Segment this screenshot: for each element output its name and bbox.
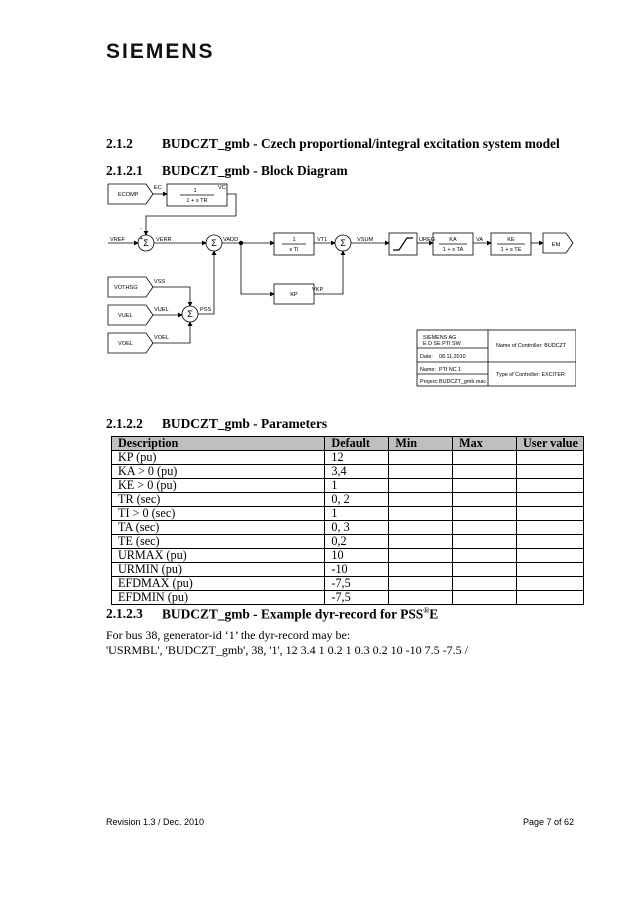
table-row (112, 479, 584, 493)
table-row (112, 591, 584, 605)
table-cell (453, 479, 517, 493)
tb-project: BUDCZT_gmb.mac (439, 379, 487, 385)
table-cell (453, 493, 517, 507)
heading-number: 2.1.2 (106, 136, 133, 151)
table-cell (453, 507, 517, 521)
table-cell (389, 451, 453, 465)
parameters-table (111, 436, 584, 605)
table-cell (389, 465, 453, 479)
section-heading-2-1-2-2 (106, 416, 327, 432)
voel-label: VOEL (154, 335, 169, 341)
vref-label: VREF (110, 237, 125, 243)
ecomp-label: ECOMP (118, 192, 139, 198)
table-row (112, 507, 584, 521)
table-cell: -7,5 (325, 591, 389, 605)
tb-name: PTI NC 1 (439, 367, 462, 373)
table-cell (516, 479, 583, 493)
sigma-verr: Σ (143, 238, 149, 248)
tb-date-label: Date: (420, 354, 433, 360)
plus-sign: + (140, 236, 144, 242)
table-cell (516, 521, 583, 535)
footer-page-number: Page 7 of 62 (523, 817, 575, 827)
table-row (112, 549, 584, 563)
table-cell (389, 507, 453, 521)
table-cell: TE (sec) (112, 535, 325, 549)
col-max: Max (453, 437, 517, 451)
heading-tail: E (429, 606, 439, 622)
table-cell: TA (sec) (112, 521, 325, 535)
table-row (112, 451, 584, 465)
vkp-label: VKP (312, 287, 324, 293)
table-cell: 10 (325, 549, 389, 563)
tb-controller-name: Name of Controller: BUDCZT (496, 343, 567, 349)
section-heading-2-1-2 (106, 136, 560, 152)
table-cell (389, 521, 453, 535)
example-intro: For bus 38, generator-id ‘1’ the dyr-record may be: (106, 628, 351, 642)
table-row (112, 493, 584, 507)
table-cell (516, 591, 583, 605)
table-cell (453, 451, 517, 465)
table-cell (389, 493, 453, 507)
vc-label: VC (218, 185, 226, 191)
table-row (112, 577, 584, 591)
va-label: VA (476, 237, 484, 243)
ta-den: 1 + s TA (442, 247, 464, 253)
minus-sign: - (140, 226, 142, 232)
sigma-vadd: Σ (211, 238, 217, 248)
table-cell (453, 535, 517, 549)
tb-dept: E D SE PTI SW (423, 341, 461, 347)
sigma-vsum: Σ (340, 238, 346, 248)
table-cell (516, 493, 583, 507)
table-cell: URMIN (pu) (112, 563, 325, 577)
tr-den: 1 + s TR (186, 198, 208, 204)
table-cell: 12 (325, 451, 389, 465)
table-cell: 0, 3 (325, 521, 389, 535)
table-row (112, 465, 584, 479)
ti-den: s TI (289, 247, 299, 253)
table-cell (389, 591, 453, 605)
table-cell (389, 549, 453, 563)
table-cell: TI > 0 (sec) (112, 507, 325, 521)
te-num: KE (507, 237, 515, 243)
col-default: Default (325, 437, 389, 451)
heading-text: BUDCZT_gmb - Example dyr-record for PSS (162, 606, 424, 622)
table-cell: 1 (325, 507, 389, 521)
table-cell: KP (pu) (112, 451, 325, 465)
tb-company: SIEMENS AG (423, 335, 457, 341)
table-cell (453, 563, 517, 577)
table-row (112, 563, 584, 577)
tb-controller-type: Type of Controller: EXCITER (496, 372, 565, 378)
table-cell: EFDMAX (pu) (112, 577, 325, 591)
vuel-input-label: VUEL (118, 313, 133, 319)
table-cell: TR (sec) (112, 493, 325, 507)
table-cell (516, 507, 583, 521)
efd-label: Efd (551, 242, 561, 248)
table-cell: 3,4 (325, 465, 389, 479)
col-user-value: User value (516, 437, 583, 451)
sigma-pss: Σ (187, 309, 193, 319)
section-heading-2-1-2-3 (106, 606, 438, 622)
col-min: Min (389, 437, 453, 451)
table-cell: -10 (325, 563, 389, 577)
table-cell: KE > 0 (pu) (112, 479, 325, 493)
heading-number: 2.1.2.1 (106, 163, 143, 178)
registered-mark: ® (423, 606, 430, 615)
verr-label: VERR (156, 237, 172, 243)
table-cell (516, 465, 583, 479)
table-cell: 1 (325, 479, 389, 493)
tr-num: 1 (193, 188, 197, 194)
heading-number: 2.1.2.2 (106, 416, 143, 431)
table-cell (516, 549, 583, 563)
vss-label: VSS (154, 279, 166, 285)
table-cell (389, 577, 453, 591)
table-header-row (112, 437, 584, 451)
table-cell (516, 577, 583, 591)
tb-project-label: Project: (420, 379, 439, 385)
heading-text: BUDCZT_gmb - Block Diagram (162, 163, 348, 178)
table-row (112, 535, 584, 549)
voel-input-label: VOEL (118, 341, 133, 347)
vt1-label: VT1 (317, 237, 328, 243)
table-cell: EFDMIN (pu) (112, 591, 325, 605)
table-cell: 0,2 (325, 535, 389, 549)
table-cell (453, 591, 517, 605)
ureg-label: UREG (419, 237, 436, 243)
heading-number: 2.1.2.3 (106, 606, 143, 622)
tb-name-label: Name: (420, 367, 436, 373)
table-cell (516, 563, 583, 577)
kp-label: KP (290, 292, 298, 298)
table-cell (389, 535, 453, 549)
heading-text: BUDCZT_gmb - Czech proportional/integral excitation system model (162, 136, 560, 151)
table-cell (453, 577, 517, 591)
col-description: Description (112, 437, 325, 451)
table-cell (453, 465, 517, 479)
table-cell (389, 563, 453, 577)
tb-date: 08.11.2010 (439, 354, 466, 360)
ta-num: KA (449, 237, 457, 243)
table-cell: -7,5 (325, 577, 389, 591)
vadd-label: VADD (223, 237, 239, 243)
footer-revision: Revision 1.3 / Dec. 2010 (106, 817, 205, 827)
siemens-logo: SIEMENS (106, 40, 215, 63)
heading-text: BUDCZT_gmb - Parameters (162, 416, 328, 431)
table-cell: URMAX (pu) (112, 549, 325, 563)
table-cell: KA > 0 (pu) (112, 465, 325, 479)
pss-label: PSS (200, 307, 212, 313)
table-cell (453, 549, 517, 563)
table-cell (516, 535, 583, 549)
table-cell: 0, 2 (325, 493, 389, 507)
te-den: 1 + s TE (500, 247, 522, 253)
table-cell (453, 521, 517, 535)
vuel-label: VUEL (154, 307, 169, 313)
ti-num: 1 (292, 237, 296, 243)
table-row (112, 521, 584, 535)
example-record: 'USRMBL', 'BUDCZT_gmb', 38, '1', 12 3.4 1 0.2 1 0.3 0.2 10 -10 7.5 -7.5 / (106, 643, 468, 657)
vsum-label: VSUM (357, 237, 374, 243)
table-cell (516, 451, 583, 465)
vothsg-label: VOTHSG (114, 285, 138, 291)
block-diagram (106, 176, 576, 416)
table-cell (389, 479, 453, 493)
ec-label: EC (154, 185, 162, 191)
